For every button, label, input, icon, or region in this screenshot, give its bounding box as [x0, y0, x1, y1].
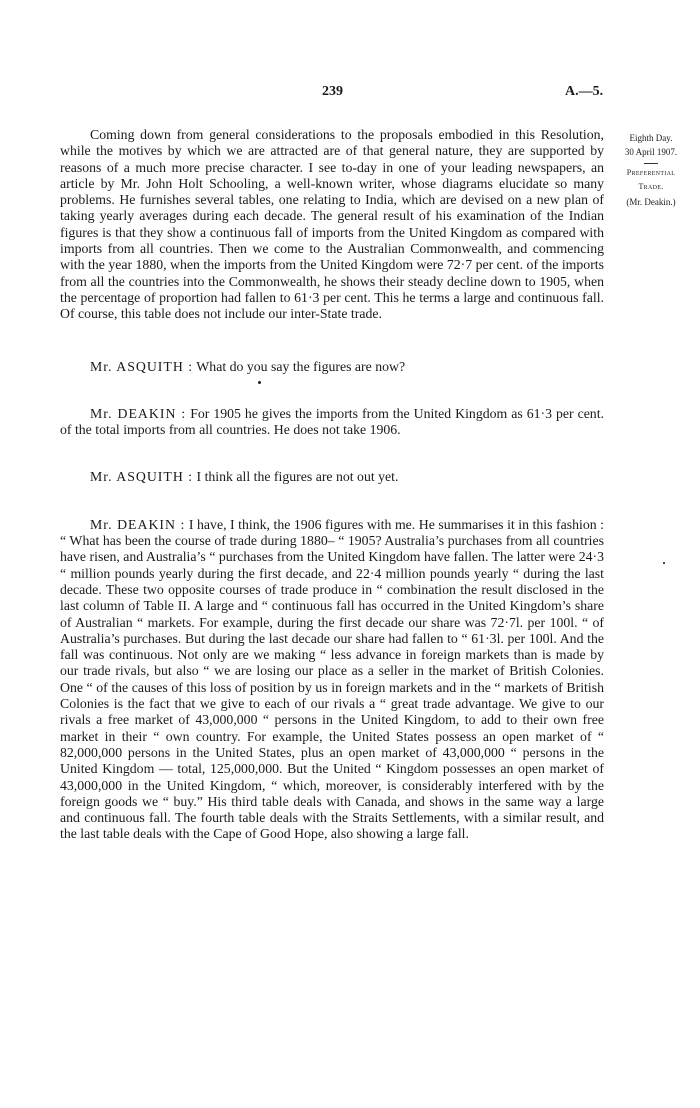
- margin-note: [607, 131, 695, 209]
- paragraph-text: For 1905 he gives the imports from the United Kingdom as 61·3 per cent. of the total imports from all countries. He does not take 1906.: [60, 405, 604, 438]
- speaker-name: Mr. DEAKIN :: [90, 405, 187, 421]
- margin-day: Eighth Day.: [629, 133, 673, 143]
- speaker-name: Mr. DEAKIN :: [90, 516, 186, 532]
- paragraph-deakin-2: [60, 517, 604, 843]
- speaker-name: Mr. ASQUITH :: [90, 358, 194, 374]
- margin-topic-line1: Preferential: [626, 168, 676, 177]
- speaker-name: Mr. ASQUITH :: [90, 469, 194, 485]
- paragraph-intro: [60, 127, 604, 323]
- paragraph-text: What do you say the figures are now?: [196, 358, 406, 374]
- margin-date: 30 April 1907.: [624, 147, 678, 157]
- paragraph-deakin-1: [60, 406, 604, 439]
- margin-speaker: (Mr. Deakin.): [626, 197, 676, 207]
- paragraph-asquith-2: [60, 469, 604, 485]
- paragraph-text: I think all the figures are not out yet.: [196, 469, 399, 485]
- margin-rule: [644, 163, 658, 164]
- stray-mark: [663, 562, 665, 564]
- page-header: [0, 84, 700, 102]
- paragraph-asquith-1: [60, 359, 604, 375]
- paragraph-text: I have, I think, the 1906 figures with me. He summarises it in this fashion : “ What has been the course of trade during 1880– “ 1905? Australia’s purchases from all countries have risen, and Australia’s “ purchases from the United Kingdom have fallen. The latter were 24·3 “ million pounds yearly during the first decade, and 22·4 million pounds yearly “ during the last decade. These two opposite courses of trade produce in “ combination the result disclosed in the last column of Table II. A large and “ continuous fall has occurred in the United Kingdom’s share of Australian “ markets. For example, during the first decade our share was 72·7l. per 100l. “ of Australia’s purchases. But during the last decade our share had fallen to “ 61·3l. per 100l. And the fall was continuous. Not only are we making “ less advance in foreign markets than is made by our trade rivals, but also “ we are losing our place as a seller in the market of British Colonies. One “ of the causes of this loss of position by us in foreign markets and in the “ markets of British Colonies is the fact that we give to each of our rivals a “ great trade advantage. We give to our rivals a free market of 43,000,000 “ persons in the United Kingdom, to add to their own free market in their “ own country. For example, the United States possess an open market of “ 82,000,000 persons in the United States, plus an open market of 43,000,000 “ persons in the United Kingdom — total, 125,000,000. But the United “ Kingdom possesses an open market of 43,000,000 in the United Kingdom, “ which, moreover, is considerably interfered with by the foreign goods we “ buy.” His third table deals with Canada, and shows in the same way a large and continuous fall. The fourth table deals with the Straits Settlements, with a similar result, and the last table deals with the Cape of Good Hope, also showing a large fall.: [60, 516, 605, 842]
- page-number: 239: [322, 84, 343, 99]
- paragraph-text: Coming down from general considerations to the proposals embodied in this Resolution, while the motives by which we are attracted are of that general nature, they are supported by reasons of a much more precise character. I see to-day in one of your leading newspapers, an article by Mr. John Holt Schooling, a well-known writer, whose diagrams elucidate so many problems. He furnishes several tables, one relating to India, which are devised on a new plan of taking yearly averages during each decade. The general result of his examination of the Indian figures is that they show a continuous fall of imports from the United Kingdom as compared with imports from all countries. Then we come to the Australian Commonwealth, and commencing with the year 1880, when the imports from the United Kingdom were 72·7 per cent. of the imports from all the countries into the Commonwealth, he shows their steady decline down to 1905, when the percentage of proportion had fallen to 61·3 per cent. This he terms a large and continuous fall. Of course, this table does not include our inter-State trade.: [60, 127, 604, 322]
- margin-topic-line2: Trade.: [638, 182, 664, 191]
- stray-mark: [258, 381, 261, 384]
- document-reference: A.—5.: [565, 84, 604, 99]
- body-text: [60, 127, 604, 843]
